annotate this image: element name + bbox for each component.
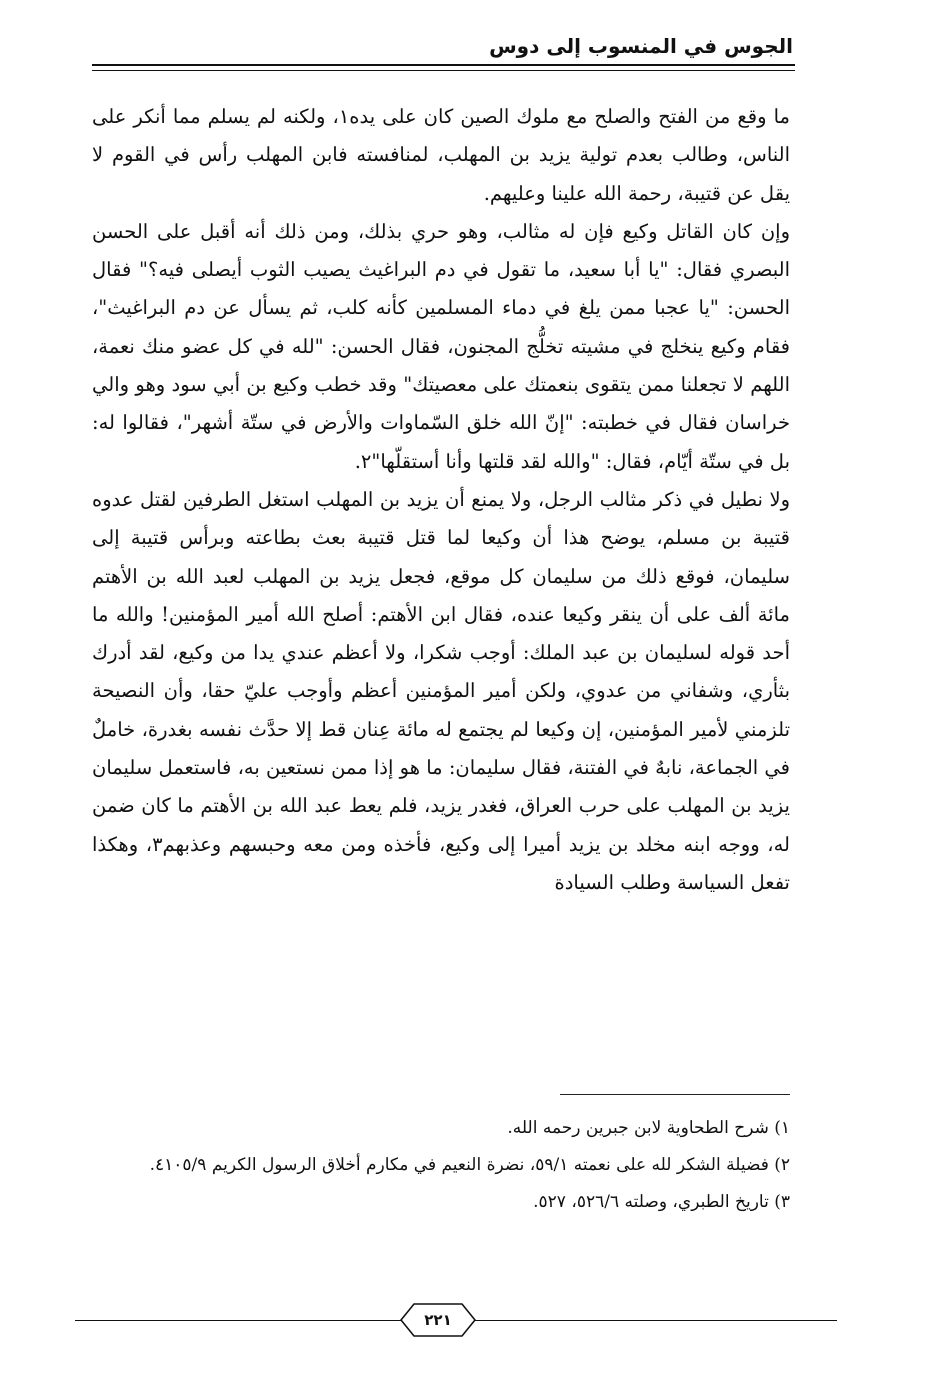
running-header-title: الجوس في المنسوب إلى دوس <box>489 34 793 58</box>
body-paragraph: ولا نطيل في ذكر مثالب الرجل، ولا يمنع أن يزيد بن المهلب استغل الطرفين لقتل عدوه قتيبة بن مسلم، يوضح هذا أن وكيعا لما قتل قتيبة بعث بطاعته وبرأس قتيبة إلى سليمان، فوقع ذلك من سليمان كل موقع، فجعل يزيد بن المهلب لعبد الله بن الأهتم مائة ألف على أن ينقر وكيعا عنده، فقال ابن الأهتم: أصلح الله أمير المؤمنين! والله ما أحد قوله لسليمان بن عبد الملك: أوجب شكرا، ولا أعظم عندي يدا من وكيع، لقد أدرك بثأري، وشفاني من عدوي، ولكن أمير المؤمنين أعظم وأوجب عليّ حقا، وأن النصيحة تلزمني لأمير المؤمنين، إن وكيعا لم يجتمع له مائة عِنان قط إلا حدَّث نفسه بغدرة، خاملٌ في الجماعة، نابهٌ في الفتنة، فقال سليمان: ما هو إذا ممن نستعين به، فاستعمل سليمان يزيد بن المهلب على حرب العراق، فغدر يزيد، فلم يعط عبد الله بن الأهتم ما كان ضمن له، ووجه ابنه مخلد بن يزيد أميرا إلى وكيع، فأخذه ومن معه وحبسهم وعذبهم٣، وهكذا تفعل السياسة وطلب السيادة <box>92 487 790 894</box>
main-body-text <box>92 98 790 902</box>
footnote-2: ٢) فضيلة الشكر لله على نعمته ٥٩/١، نضرة النعيم في مكارم أخلاق الرسول الكريم ٤١٠٥/٩. <box>149 1155 790 1175</box>
footnote-separator <box>560 1094 790 1095</box>
header-rule-thin <box>92 70 795 71</box>
body-paragraph: ما وقع من الفتح والصلح مع ملوك الصين كان على يده١، ولكنه لم يسلم مما أنكر على الناس، وطالب بعدم تولية يزيد بن المهلب، لمنافسته فابن المهلب رأس في القوم لا يقل عن قتيبة، رحمة الله علينا وعليهم. <box>92 105 790 205</box>
body-paragraph: وإن كان القاتل وكيع فإن له مثالب، وهو حري بذلك، ومن ذلك أنه أقبل على الحسن البصري فقال: "يا أبا سعيد، ما تقول في دم البراغيث يصيب الثوب أيصلى فيه؟" فقال الحسن: "يا عجبا ممن يلغ في دماء المسلمين كأنه كلب، ثم يسأل عن دم البراغيث"، فقام وكيع ينخلج في مشيته تخلُّج المجنون، فقال الحسن: "لله في كل عضو منك نعمة، اللهم لا تجعلنا ممن يتقوى بنعمتك على معصيتك" وقد خطب وكيع بن أبي سود وهو والي خراسان فقال في خطبته: "إنّ الله خلق السّماوات والأرض في ستّة أشهر"، فقالوا له: بل في ستّة أيّام، فقال: "والله لقد قلتها وأنا أستقلّها"٢. <box>92 219 790 473</box>
page-number-badge <box>400 1303 476 1337</box>
page-number: ٢٢١ <box>424 1311 452 1329</box>
footnote-3: ٣) تاريخ الطبري، وصلته ٥٢٦/٦، ٥٢٧. <box>533 1192 790 1212</box>
footnotes-section <box>92 1110 790 1221</box>
header-rule-thick <box>92 64 795 66</box>
footnote-1: ١) شرح الطحاوية لابن جبرين رحمه الله. <box>507 1118 790 1138</box>
